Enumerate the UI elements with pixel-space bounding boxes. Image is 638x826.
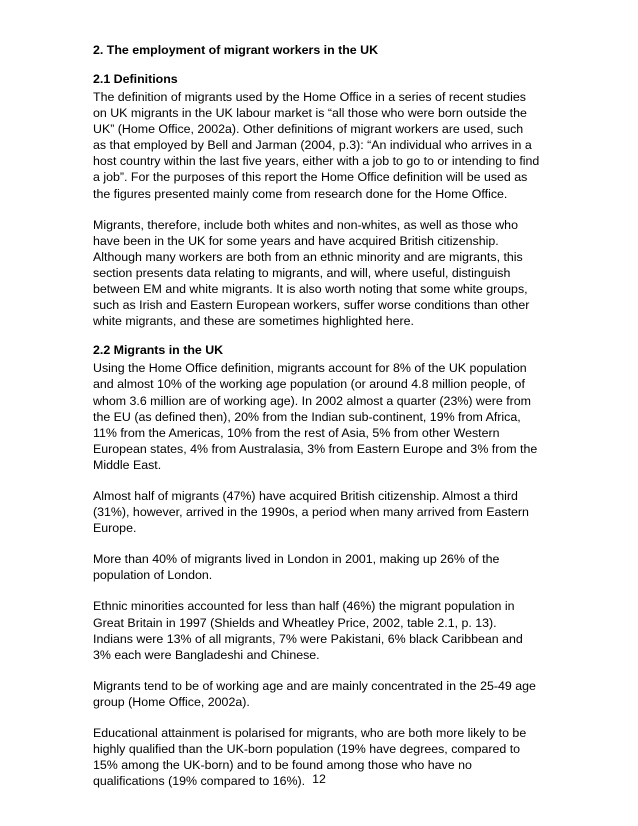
text-line: host country within the last five years, either with a job to go to or intending to find <box>93 154 540 169</box>
text-line: as that employed by Bell and Jarman (2004, p.3): “An individual who arrives in a <box>93 138 532 153</box>
paragraph-definitions-1 <box>93 89 553 202</box>
text-line: 3% each were Bangladeshi and Chinese. <box>93 647 320 662</box>
paragraph-migrants-4 <box>93 598 553 662</box>
text-line: Europe. <box>93 521 137 536</box>
text-line: whom 3.6 million are of working age). In 2002 almost a quarter (23%) were from <box>93 393 531 408</box>
page-number: 12 <box>312 772 326 786</box>
text-line: group (Home Office, 2002a). <box>93 694 250 709</box>
text-line: and almost 10% of the working age population (or around 4.8 million people, of <box>93 377 525 392</box>
text-line: Almost half of migrants (47%) have acquired British citizenship. Almost a third <box>93 488 518 503</box>
text-line: the figures presented mainly come from research done for the Home Office. <box>93 186 508 201</box>
text-line: Middle East. <box>93 457 162 472</box>
subsection-title-definitions: 2.1 Definitions <box>93 72 178 86</box>
text-line: on UK migrants in the UK labour market is “all those who were born outside the <box>93 106 527 121</box>
text-line: have been in the UK for some years and have acquired British citizenship. <box>93 233 499 248</box>
text-line: Using the Home Office definition, migrants account for 8% of the UK population <box>93 361 527 376</box>
paragraph-migrants-3 <box>93 551 553 583</box>
text-line: Ethnic minorities accounted for less than half (46%) the migrant population in <box>93 599 515 614</box>
paragraph-migrants-2 <box>93 488 553 536</box>
paragraph-migrants-1 <box>93 360 553 473</box>
text-line: such as Irish and Eastern European workers, suffer worse conditions than other <box>93 298 530 313</box>
text-line: between EM and white migrants. It is also worth noting that some white groups, <box>93 282 528 297</box>
section-heading: 2. The employment of migrant workers in the UK <box>93 43 379 57</box>
subsection-title-migrants-in-uk: 2.2 Migrants in the UK <box>93 343 224 358</box>
text-line: Educational attainment is polarised for migrants, who are both more likely to be <box>93 726 527 740</box>
text-line: Migrants, therefore, include both whites and non-whites, as well as those who <box>93 217 518 232</box>
text-line: UK” (Home Office, 2002a). Other definitions of migrant workers are used, such <box>93 122 524 137</box>
text-line: 11% from the Americas, 10% from the rest of Asia, 5% from other Western <box>93 425 500 440</box>
text-line: Indians were 13% of all migrants, 7% were Pakistani, 6% black Caribbean and <box>93 631 523 646</box>
text-line: population of London. <box>93 568 213 583</box>
text-line: 15% among the UK-born) and to be found among those who have no <box>93 758 472 773</box>
document-page <box>93 42 553 789</box>
text-line: highly qualified than the UK-born population (19% have degrees, compared to <box>93 742 521 757</box>
text-line: The definition of migrants used by the Home Office in a series of recent studies <box>93 90 526 104</box>
text-line: qualifications (19% compared to 16%). <box>93 774 306 789</box>
paragraph-definitions-2 <box>93 217 553 330</box>
text-line: Although many workers are both from an ethnic minority and are migrants, this <box>93 249 523 264</box>
text-line: More than 40% of migrants lived in London in 2001, making up 26% of the <box>93 552 500 567</box>
text-line: white migrants, and these are sometimes highlighted here. <box>93 314 414 329</box>
text-line: Migrants tend to be of working age and are mainly concentrated in the 25-49 age <box>93 678 536 693</box>
text-line: European states, 4% from Australasia, 3% from Eastern Europe and 3% from the <box>93 441 538 456</box>
paragraph-migrants-5 <box>93 678 553 710</box>
text-line: the EU (as defined then), 20% from the Indian sub-continent, 19% from Africa, <box>93 409 521 424</box>
text-line: section presents data relating to migrants, and will, where useful, distinguish <box>93 265 511 280</box>
text-line: (31%), however, arrived in the 1990s, a period when many arrived from Eastern <box>93 505 529 520</box>
text-line: a job”. For the purposes of this report the Home Office definition will be used as <box>93 170 528 185</box>
text-line: Great Britain in 1997 (Shields and Wheatley Price, 2002, table 2.1, p. 13). <box>93 615 497 630</box>
